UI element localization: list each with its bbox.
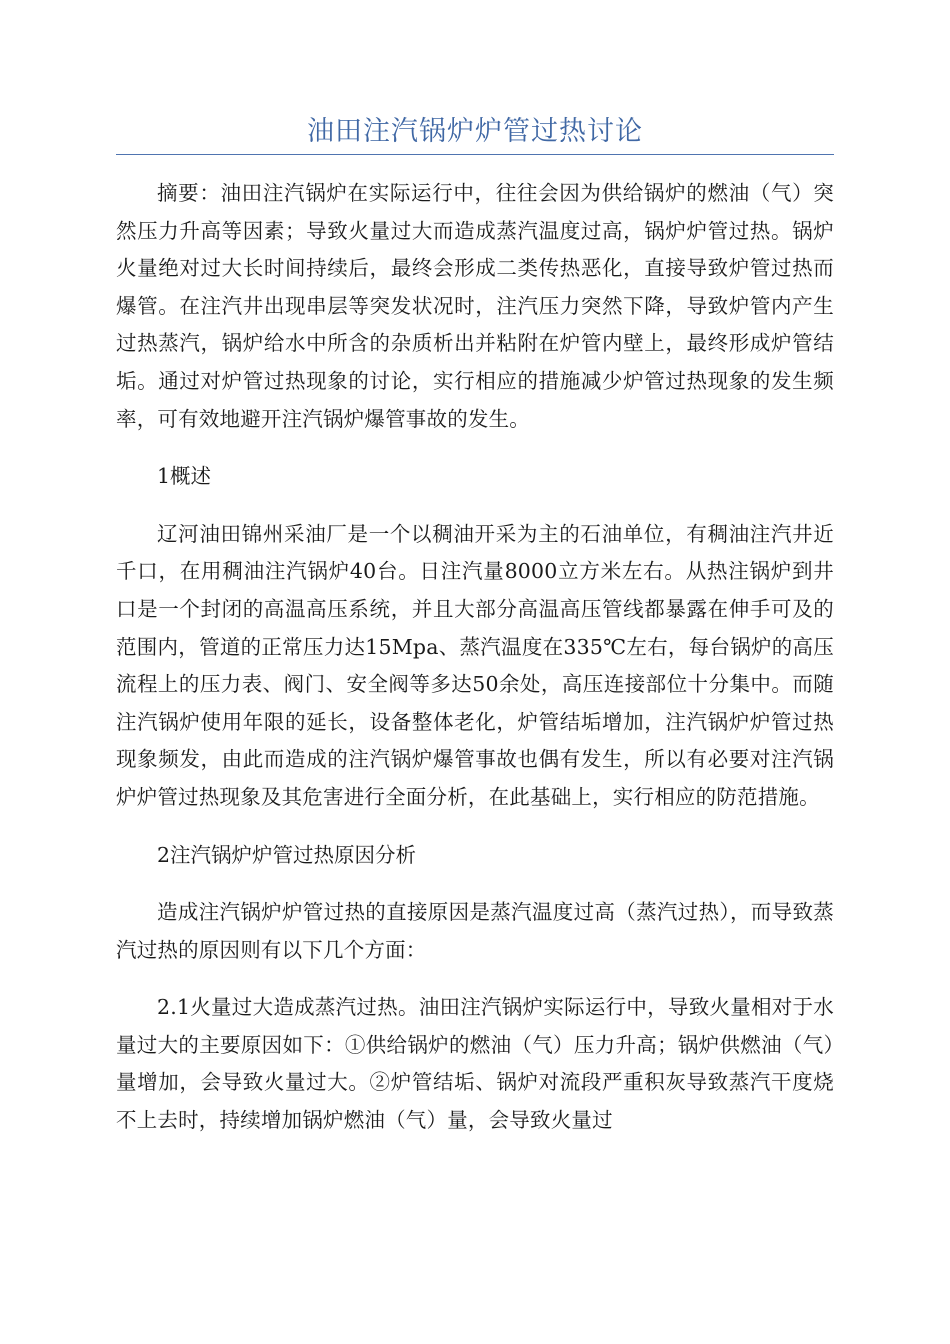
abstract-paragraph: 摘要：油田注汽锅炉在实际运行中，往往会因为供给锅炉的燃油（气）突然压力升高等因素；导致火量过大而造成蒸汽温度过高，锅炉炉管过热。锅炉火量绝对过大长时间持续后，最终会形成二类传热恶化，直接导致炉管过热而爆管。在注汽井出现串层等突发状况时，注汽压力突然下降，导致炉管内产生过热蒸汽，锅炉给水中所含的杂质析出并粘附在炉管内壁上，最终形成炉管结垢。通过对炉管过热现象的讨论，实行相应的措施减少炉管过热现象的发生频率，可有效地避开注汽锅炉爆管事故的发生。 bbox=[116, 181, 834, 431]
section-2-heading: 2注汽锅炉炉管过热原因分析 bbox=[157, 842, 417, 867]
section-1-heading: 1概述 bbox=[157, 464, 212, 489]
document-title: 油田注汽锅炉炉管过热讨论 bbox=[307, 116, 643, 147]
document-body bbox=[116, 175, 834, 1160]
section-2-paragraph: 造成注汽锅炉炉管过热的直接原因是蒸汽温度过高（蒸汽过热），而导致蒸汽过热的原因则有以下几个方面： bbox=[116, 900, 834, 962]
section-2-1-paragraph: 2.1火量过大造成蒸汽过热。油田注汽锅炉实际运行中，导致火量相对于水量过大的主要原因如下：①供给锅炉的燃油（气）压力升高；锅炉供燃油（气）量增加，会导致火量过大。②炉管结垢、锅炉对流段严重积灰导致蒸汽干度烧不上去时，持续增加锅炉燃油（气）量，会导致火量过 bbox=[116, 995, 834, 1133]
title-underline bbox=[116, 154, 834, 155]
section-1-paragraph: 辽河油田锦州采油厂是一个以稠油开采为主的石油单位，有稠油注汽井近千口，在用稠油注汽锅炉40台。日注汽量8000立方米左右。从热注锅炉到井口是一个封闭的高温高压系统，并且大部分高温高压管线都暴露在伸手可及的范围内，管道的正常压力达15Mpa、蒸汽温度在335℃左右，每台锅炉的高压流程上的压力表、阀门、安全阀等多达50余处，高压连接部位十分集中。而随注汽锅炉使用年限的延长，设备整体老化，炉管结垢增加，注汽锅炉炉管过热现象频发，由此而造成的注汽锅炉爆管事故也偶有发生，所以有必要对注汽锅炉炉管过热现象及其危害进行全面分析，在此基础上，实行相应的防范措施。 bbox=[116, 521, 834, 809]
